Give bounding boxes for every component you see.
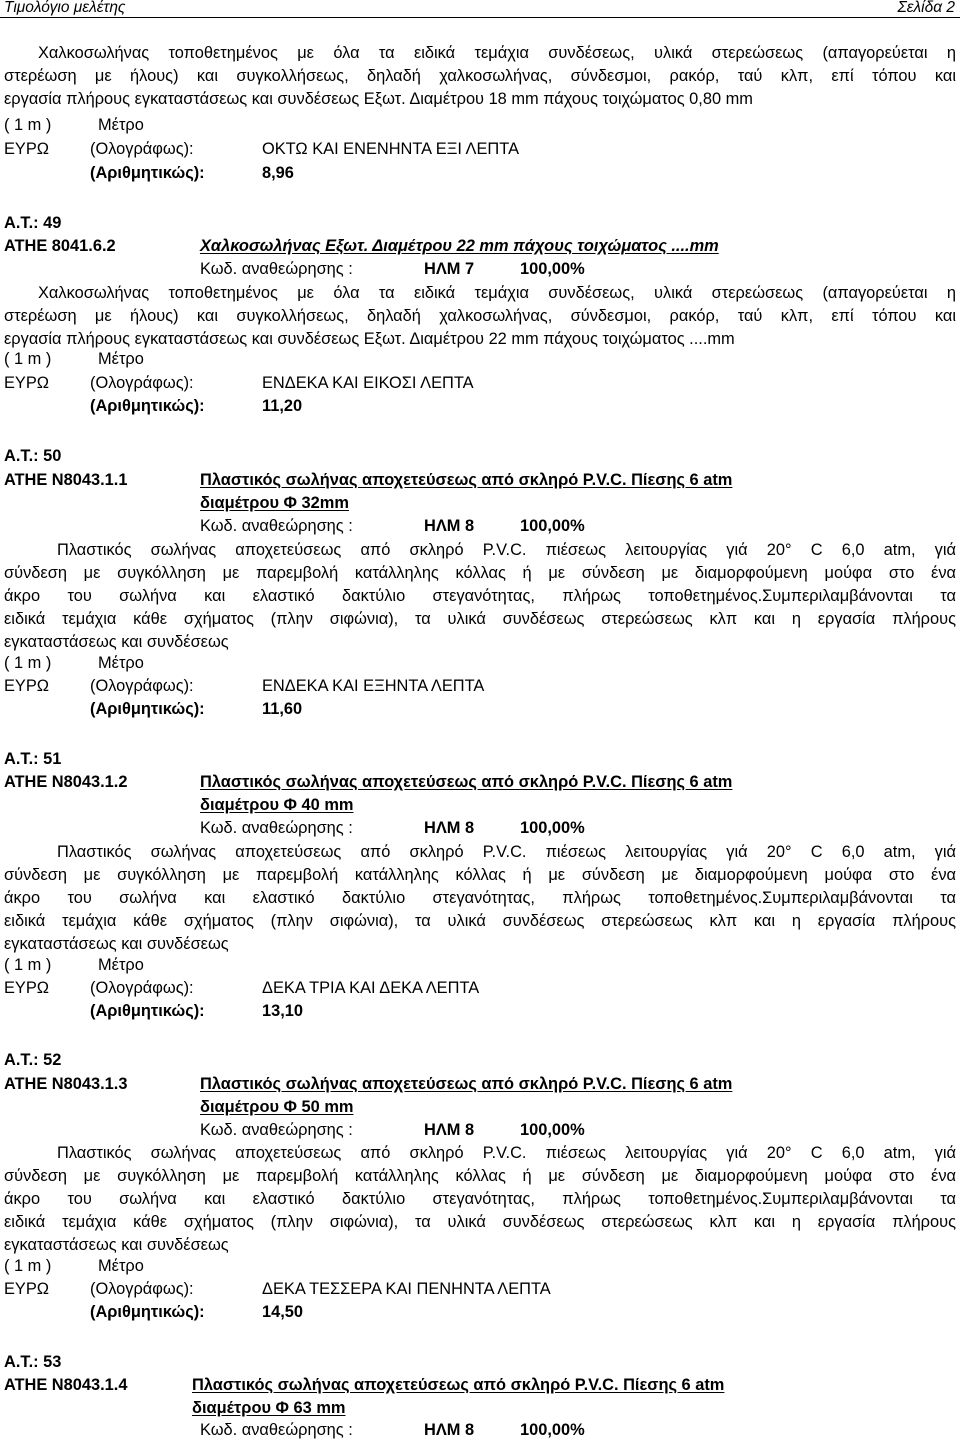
item-50-desc-line-5: εγκαταστάσεως και συνδέσεως <box>4 633 229 651</box>
item-51-title-line-2: διαμέτρου Φ 40 mm <box>200 796 354 814</box>
item-50-nums-line: (Αριθμητικώς): 11,60 <box>90 700 303 718</box>
item-49-desc-line-2: στερέωση με ήλους) και συγκολλήσεως, δηλαδή χαλκοσωλήνας, σύνδεσμοι, ρακόρ, ταύ κλπ, επί τόπου και <box>4 307 956 325</box>
item-51-desc-line-2: σύνδεση με συγκόλληση με παρεμβολή κατάλληλης κόλλας ή με σύνδεση με διαμορφούμενη μούφα στο ένα <box>4 866 956 884</box>
item-50-unit-line: ( 1 m ) Μέτρο <box>4 654 144 672</box>
item-52-desc-line-1: Πλαστικός σωλήνας αποχετεύσεως από σκληρό P.V.C. πιέσεως λειτουργίας γιά 20° C 6,0 atm, γιά <box>57 1144 956 1162</box>
item-52-desc-line-3: άκρο του σωλήνα και ελαστικό δακτύλιο στεγανότητας, πλήρως τοποθετημένος.Συμπεριλαμβάνονται τα <box>4 1190 956 1208</box>
header-title: Τιμολόγιο μελέτης <box>4 0 126 16</box>
item-51-desc-line-1: Πλαστικός σωλήνας αποχετεύσεως από σκληρό P.V.C. πιέσεως λειτουργίας γιά 20° C 6,0 atm, γιά <box>57 843 956 861</box>
item-49-nums-line: (Αριθμητικώς): 11,20 <box>90 397 303 415</box>
item-50-desc-line-4: ειδικά τεμάχια κάθε σχήματος (πλην σιφώνια), τα υλικά συνδέσεως στερεώσεως κλπ και η εργασία πλήρους <box>4 610 956 628</box>
item-50-words-line: ΕΥΡΩ (Ολογράφως): ΕΝΔΕΚΑ ΚΑΙ ΕΞΗΝΤΑ ΛΕΠΤΑ <box>4 677 485 695</box>
item-51-desc-line-4: ειδικά τεμάχια κάθε σχήματος (πλην σιφώνια), τα υλικά συνδέσεως στερεώσεως κλπ και η εργασία πλήρους <box>4 912 956 930</box>
item-52-revision: Κωδ. αναθεώρησης : ΗΛΜ 8 100,00% <box>200 1121 585 1139</box>
item-51-desc-line-3: άκρο του σωλήνα και ελαστικό δακτύλιο στεγανότητας, πλήρως τοποθετημένος.Συμπεριλαμβάνονται τα <box>4 889 956 907</box>
item-53-title-line-2: διαμέτρου Φ 63 mm <box>192 1399 346 1417</box>
item-49-desc-line-1: Χαλκοσωλήνας τοποθετημένος με όλα τα ειδικά τεμάχια συνδέσεως, υλικά στερεώσεως (απαγορεύεται η <box>38 284 956 302</box>
item-49-at: Α.Τ.: 49 <box>4 214 62 232</box>
item-50-at: Α.Τ.: 50 <box>4 447 62 465</box>
item-49-revision: Κωδ. αναθεώρησης : ΗΛΜ 7 100,00% <box>200 260 585 278</box>
intro-words-line: ΕΥΡΩ (Ολογράφως): ΟΚΤΩ ΚΑΙ ΕΝΕΝΗΝΤΑ ΕΞΙ ΛΕΠΤΑ <box>4 140 519 158</box>
item-49-desc-line-3: εργασία πλήρους εγκαταστάσεως και συνδέσεως Εξωτ. Διαμέτρου 22 mm πάχους τοιχώματος ....mm <box>4 330 735 348</box>
item-50-desc-line-3: άκρο του σωλήνα και ελαστικό δακτύλιο στεγανότητας, πλήρως τοποθετημένος.Συμπεριλαμβάνονται τα <box>4 587 956 605</box>
item-50-desc-line-1: Πλαστικός σωλήνας αποχετεύσεως από σκληρό P.V.C. πιέσεως λειτουργίας γιά 20° C 6,0 atm, γιά <box>57 541 956 559</box>
intro-desc-line-2: στερέωση με ήλους) και συγκολλήσεως, δηλαδή χαλκοσωλήνας, σύνδεσμοι, ρακόρ, ταύ κλπ, επί τόπου και <box>4 67 956 85</box>
item-51-desc-line-5: εγκαταστάσεως και συνδέσεως <box>4 935 229 953</box>
item-51-title-line-1: ΑΤΗΕ Ν8043.1.2 Πλαστικός σωλήνας αποχετεύσεως από σκληρό P.V.C. Πίεσης 6 atm <box>4 773 733 791</box>
item-52-words-line: ΕΥΡΩ (Ολογράφως): ΔΕΚΑ ΤΕΣΣΕΡΑ ΚΑΙ ΠΕΝΗΝΤΑ ΛΕΠΤΑ <box>4 1280 551 1298</box>
item-53-at: Α.Τ.: 53 <box>4 1353 62 1371</box>
item-51-nums-line: (Αριθμητικώς): 13,10 <box>90 1002 304 1020</box>
item-52-title-line-2: διαμέτρου Φ 50 mm <box>200 1098 354 1116</box>
item-53-title-line-1: ΑΤΗΕ Ν8043.1.4 Πλαστικός σωλήνας αποχετεύσεως από σκληρό P.V.C. Πίεσης 6 atm <box>4 1376 725 1394</box>
page-header <box>0 0 960 18</box>
intro-unit-line: ( 1 m ) Μέτρο <box>4 116 144 134</box>
item-52-nums-line: (Αριθμητικώς): 14,50 <box>90 1303 304 1321</box>
header-page-number: Σελίδα 2 <box>897 0 955 16</box>
item-52-desc-line-2: σύνδεση με συγκόλληση με παρεμβολή κατάλληλης κόλλας ή με σύνδεση με διαμορφούμενη μούφα στο ένα <box>4 1167 956 1185</box>
item-51-unit-line: ( 1 m ) Μέτρο <box>4 956 144 974</box>
item-50-revision: Κωδ. αναθεώρησης : ΗΛΜ 8 100,00% <box>200 517 585 535</box>
item-52-desc-line-4: ειδικά τεμάχια κάθε σχήματος (πλην σιφώνια), τα υλικά συνδέσεως στερεώσεως κλπ και η εργασία πλήρους <box>4 1213 956 1231</box>
intro-desc-line-3: εργασία πλήρους εγκαταστάσεως και συνδέσεως Εξωτ. Διαμέτρου 18 mm πάχους τοιχώματος 0,80 mm <box>4 90 753 108</box>
item-50-title-line-1: ΑΤΗΕ Ν8043.1.1 Πλαστικός σωλήνας αποχετεύσεως από σκληρό P.V.C. Πίεσης 6 atm <box>4 471 733 489</box>
item-50-desc-line-2: σύνδεση με συγκόλληση με παρεμβολή κατάλληλης κόλλας ή με σύνδεση με διαμορφούμενη μούφα στο ένα <box>4 564 956 582</box>
item-52-desc-line-5: εγκαταστάσεως και συνδέσεως <box>4 1236 229 1254</box>
intro-desc-line-1: Χαλκοσωλήνας τοποθετημένος με όλα τα ειδικά τεμάχια συνδέσεως, υλικά στερεώσεως (απαγορεύεται η <box>38 44 956 62</box>
item-51-at: Α.Τ.: 51 <box>4 750 62 768</box>
item-51-revision: Κωδ. αναθεώρησης : ΗΛΜ 8 100,00% <box>200 819 585 837</box>
intro-nums-line: (Αριθμητικώς): 8,96 <box>90 164 294 182</box>
item-53-revision: Κωδ. αναθεώρησης : ΗΛΜ 8 100,00% <box>200 1421 585 1439</box>
item-52-unit-line: ( 1 m ) Μέτρο <box>4 1257 144 1275</box>
item-52-at: Α.Τ.: 52 <box>4 1051 62 1069</box>
item-49-title-line: ΑΤΗΕ 8041.6.2 Χαλκοσωλήνας Εξωτ. Διαμέτρου 22 mm πάχους τοιχώματος ....mm <box>4 237 719 255</box>
item-50-title-line-2: διαμέτρου Φ 32mm <box>200 494 349 512</box>
item-52-title-line-1: ΑΤΗΕ Ν8043.1.3 Πλαστικός σωλήνας αποχετεύσεως από σκληρό P.V.C. Πίεσης 6 atm <box>4 1075 733 1093</box>
item-49-words-line: ΕΥΡΩ (Ολογράφως): ΕΝΔΕΚΑ ΚΑΙ ΕΙΚΟΣΙ ΛΕΠΤΑ <box>4 374 474 392</box>
item-49-unit-line: ( 1 m ) Μέτρο <box>4 350 144 368</box>
item-51-words-line: ΕΥΡΩ (Ολογράφως): ΔΕΚΑ ΤΡΙΑ ΚΑΙ ΔΕΚΑ ΛΕΠΤΑ <box>4 979 480 997</box>
